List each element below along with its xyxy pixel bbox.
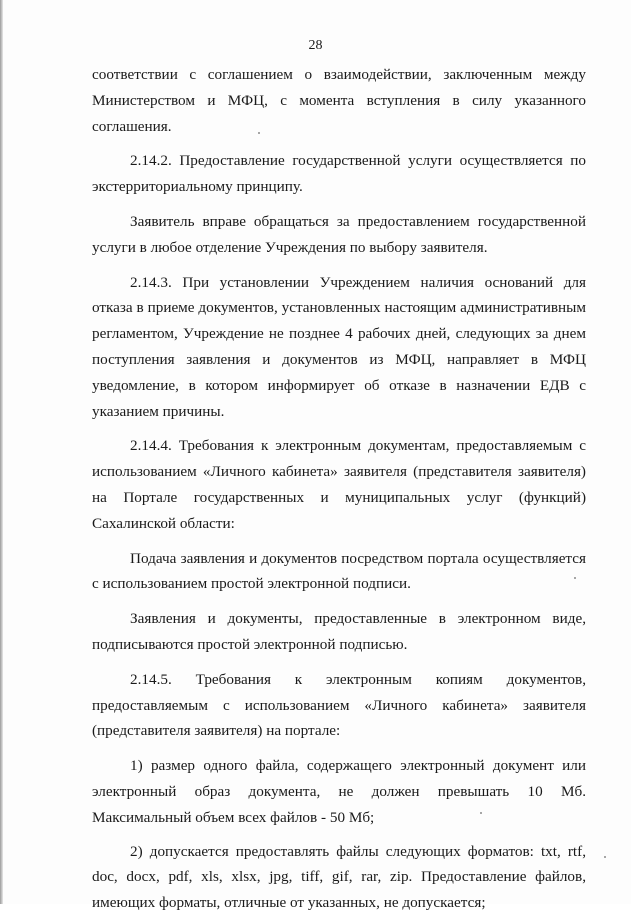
scan-speck: [258, 132, 260, 134]
page-number: 28: [308, 38, 323, 53]
scan-speck: [480, 812, 482, 814]
list-item-file-formats: 2) допускается предоставлять файлы следующих форматов: txt, rtf, doc, docx, pdf, xls, xlsx, jpg, tiff, gif, rar, zip. Предоставление файлов, имеющих форматы, отличные от указанных, не допускается;: [92, 842, 586, 912]
paragraph-electronic-signature: Заявления и документы, предоставленные в электронном виде, подписываются простой электронной подписью.: [92, 610, 586, 653]
paragraph-2-14-3: 2.14.3. При установлении Учреждением наличия оснований для отказа в приеме документов, установленных настоящим административным регламентом, Учреждение не позднее 4 рабочих дней, следующих за днем поступления заявления и документов из МФЦ, направляет в МФЦ уведомление, в котором информирует об отказе в назначении ЕДВ с указанием причины.: [92, 273, 586, 420]
paragraph-2-14-4: 2.14.4. Требования к электронным документам, предоставляемым с использованием «Личного кабинета» заявителя (представителя заявителя) на Портале государственных и муниципальных услуг (функций) Сахалинской области:: [92, 437, 586, 532]
paragraph-2-14-5: 2.14.5. Требования к электронным копиям документов, предоставляемым с использованием «Личного кабинета» заявителя (представителя заявителя) на портале:: [92, 670, 586, 740]
scan-speck: [604, 856, 606, 858]
paragraph-continuation: соответствии с соглашением о взаимодействии, заключенным между Министерством и МФЦ, с момента вступления в силу указанного соглашения.: [92, 66, 586, 135]
paragraph-portal-submission: Подача заявления и документов посредством портала осуществляется с использованием простой электронной подписи.: [92, 549, 586, 593]
list-item-file-size: 1) размер одного файла, содержащего электронный документ или электронный образ документа, не должен превышать 10 Мб. Максимальный объем всех файлов - 50 Мб;: [92, 757, 586, 826]
scan-speck: [574, 577, 576, 579]
document-body: [92, 62, 586, 924]
scan-edge-shadow: [0, 0, 3, 904]
paragraph-applicant-right: Заявитель вправе обращаться за предоставлением государственной услуги в любое отделение Учреждения по выбору заявителя.: [92, 212, 586, 256]
paragraph-2-14-2: 2.14.2. Предоставление государственной услуги осуществляется по экстерриториальному принципу.: [92, 152, 586, 196]
